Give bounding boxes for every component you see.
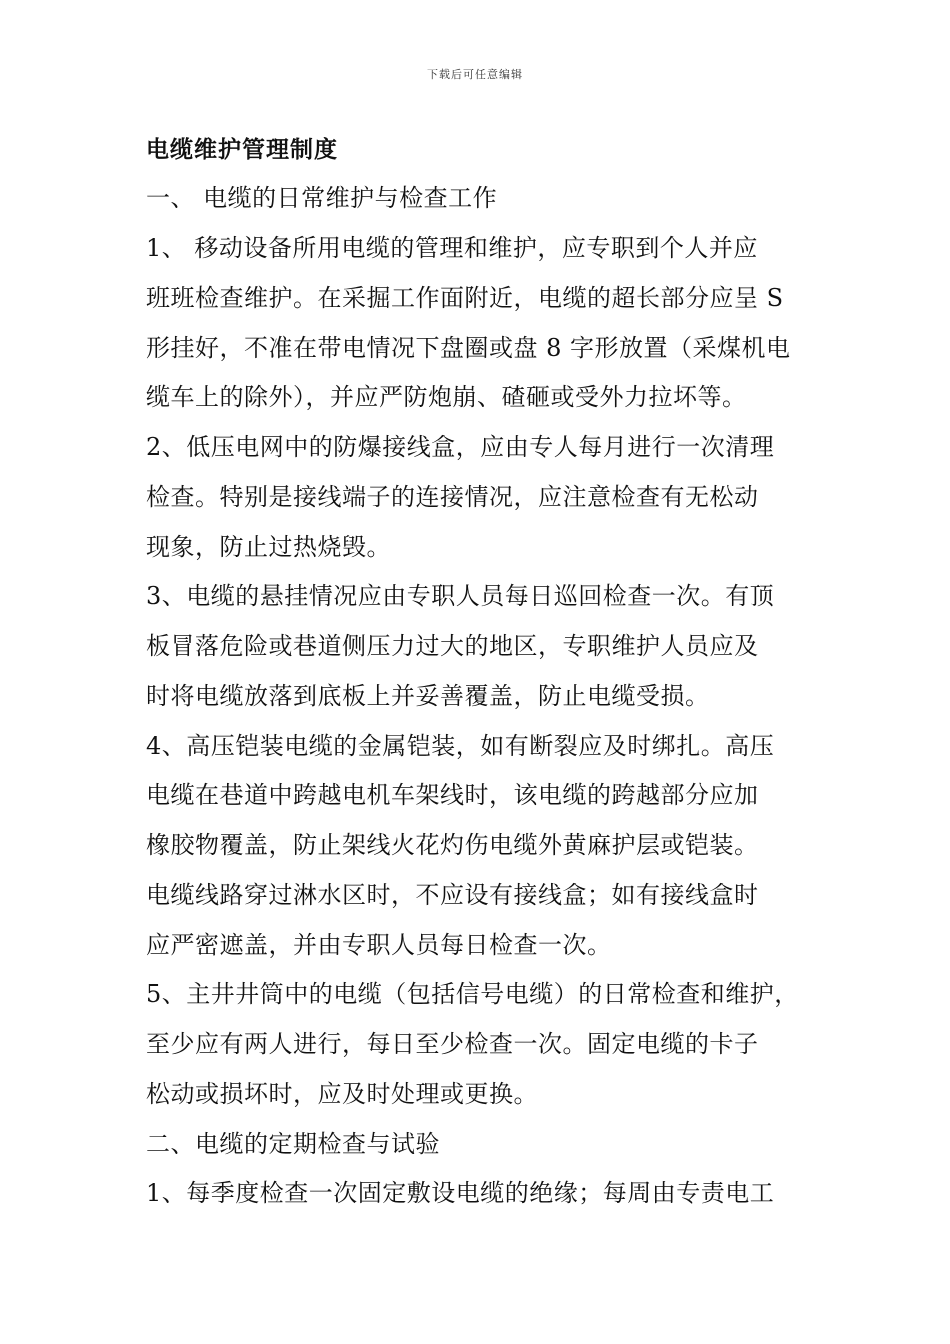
paragraph-line: 松动或损坏时，应及时处理或更换。 bbox=[146, 1080, 538, 1108]
paragraph-line: 1、每季度检查一次固定敷设电缆的绝缘；每周由专责电工 bbox=[146, 1179, 775, 1207]
paragraph-line: 3、电缆的悬挂情况应由专职人员每日巡回检查一次。有顶 bbox=[146, 582, 775, 610]
section-heading-1: 一、 电缆的日常维护与检查工作 bbox=[146, 184, 498, 212]
paragraph-line: 2、低压电网中的防爆接线盒，应由专人每月进行一次清理 bbox=[146, 433, 775, 461]
paragraph-line: 1、 移动设备所用电缆的管理和维护，应专职到个人并应 bbox=[146, 234, 758, 262]
section-heading-2: 二、电缆的定期检查与试验 bbox=[146, 1130, 440, 1158]
page-header-note: 下载后可任意编辑 bbox=[427, 68, 523, 81]
paragraph-line: 现象，防止过热烧毁。 bbox=[146, 533, 391, 561]
document-title: 电缆维护管理制度 bbox=[146, 137, 338, 163]
paragraph-line: 电缆在巷道中跨越电机车架线时，该电缆的跨越部分应加 bbox=[146, 781, 759, 809]
paragraph-line: 缆车上的除外），并应严防炮崩、碴砸或受外力拉坏等。 bbox=[146, 383, 747, 411]
paragraph-line: 时将电缆放落到底板上并妥善覆盖，防止电缆受损。 bbox=[146, 682, 710, 710]
paragraph-line: 检查。特别是接线端子的连接情况，应注意检查有无松动 bbox=[146, 483, 759, 511]
paragraph-line: 班班检查维护。在采掘工作面附近，电缆的超长部分应呈 S bbox=[146, 284, 784, 312]
paragraph-line: 应严密遮盖，并由专职人员每日检查一次。 bbox=[146, 931, 612, 959]
paragraph-line: 至少应有两人进行，每日至少检查一次。固定电缆的卡子 bbox=[146, 1030, 759, 1058]
paragraph-line: 板冒落危险或巷道侧压力过大的地区，专职维护人员应及 bbox=[146, 632, 759, 660]
paragraph-line: 电缆线路穿过淋水区时，不应设有接线盒；如有接线盒时 bbox=[146, 881, 759, 909]
paragraph-line: 形挂好，不准在带电情况下盘圈或盘 8 字形放置（采煤机电 bbox=[146, 334, 791, 362]
paragraph-line: 5、主井井筒中的电缆（包括信号电缆）的日常检查和维护， bbox=[146, 980, 799, 1008]
paragraph-line: 橡胶物覆盖，防止架线火花灼伤电缆外黄麻护层或铠装。 bbox=[146, 831, 759, 859]
paragraph-line: 4、高压铠装电缆的金属铠装，如有断裂应及时绑扎。高压 bbox=[146, 732, 775, 760]
